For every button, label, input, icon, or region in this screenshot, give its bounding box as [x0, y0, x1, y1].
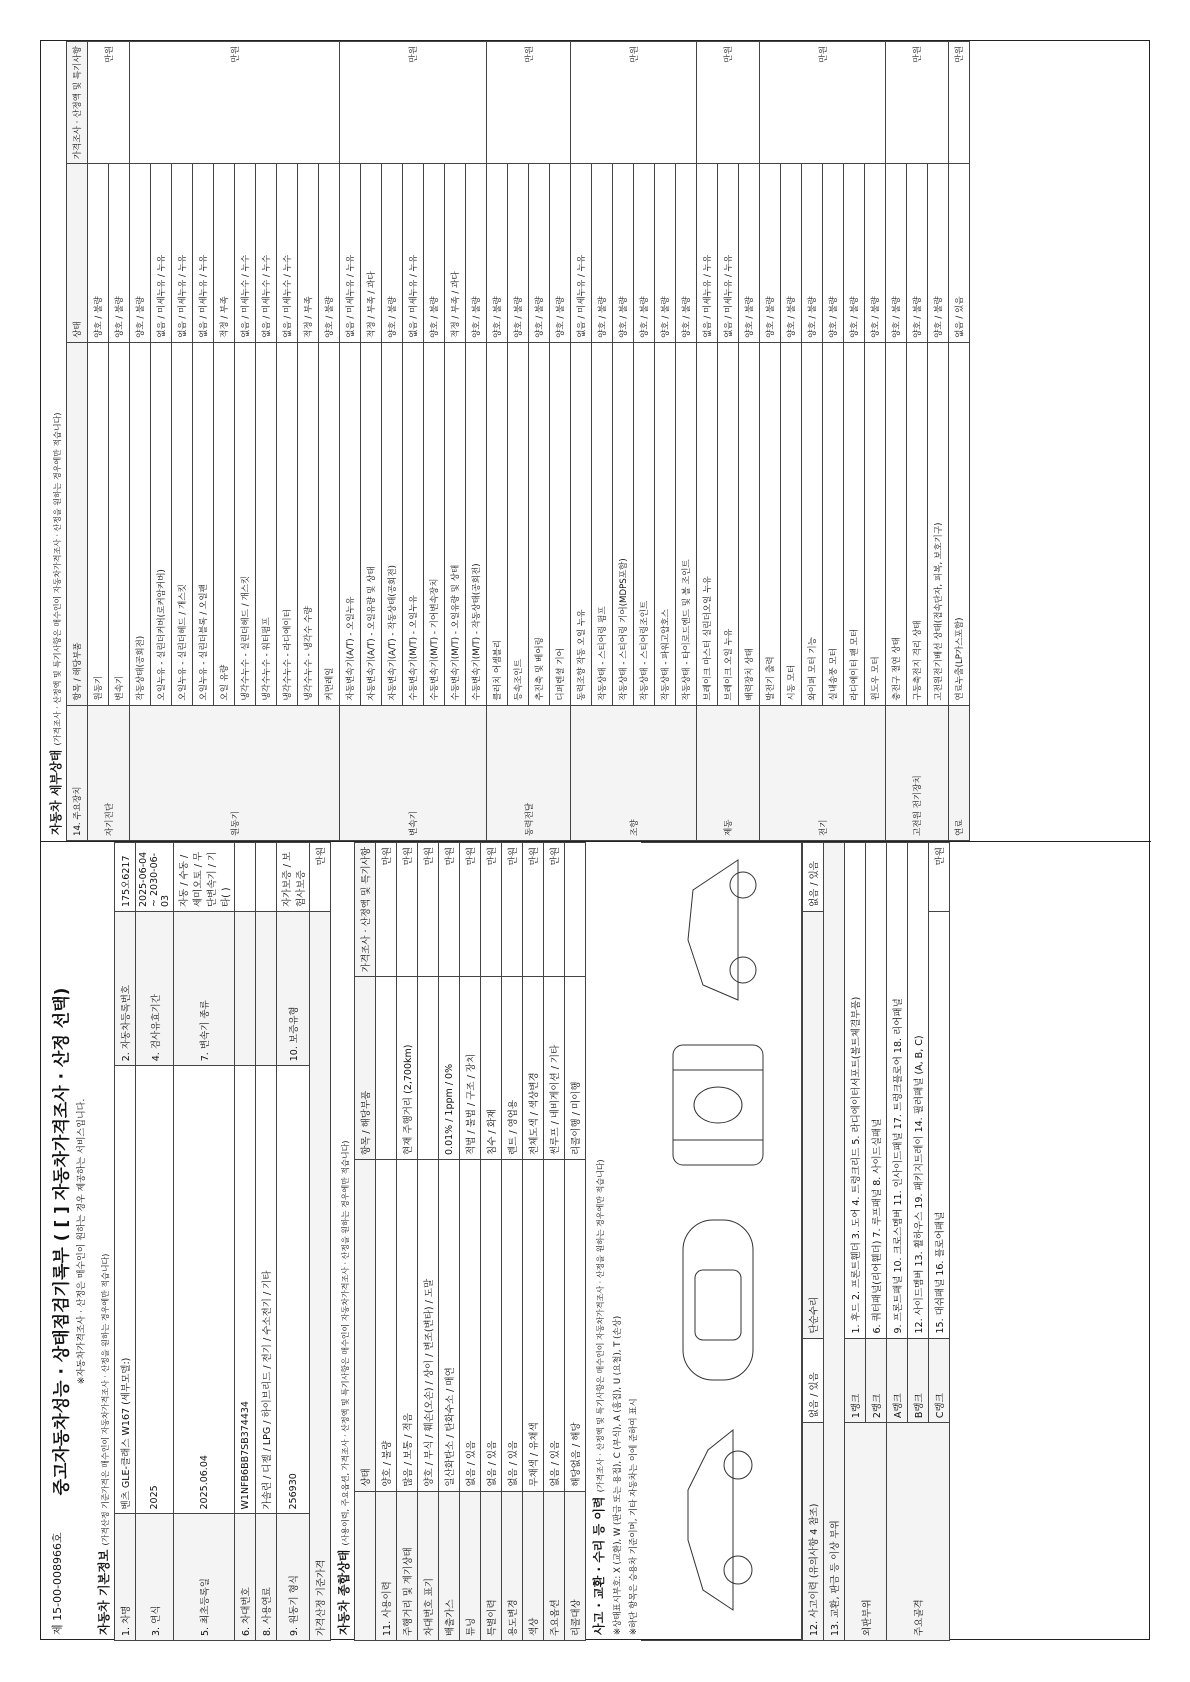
detail-group: 연료: [949, 705, 970, 840]
status-name: 배출가스: [439, 1491, 460, 1640]
detail-state: 적정 / 부족: [214, 164, 235, 343]
rank2-label: 2랭크: [866, 1338, 887, 1423]
detail-row: [88, 42, 109, 841]
status-detail: 리콜이행 / 미이행: [565, 977, 586, 1160]
detail-state: 양호 / 불량: [865, 164, 886, 343]
detail-state: 없음 / 미세누유 / 누유: [571, 164, 592, 343]
detail-state: 없음 / 미세누유 / 누유: [151, 164, 172, 343]
detail-state: 없음 / 있음: [949, 164, 970, 343]
detail-price-unit: 만원: [760, 42, 886, 164]
basic-value-2: 자가보증 / 보험사보증: [277, 843, 310, 912]
basic-value-2: [256, 843, 277, 912]
car-rear-view-icon: [653, 850, 783, 1010]
main-frame-label: 주요골격: [887, 1423, 950, 1641]
detail-item: 변속기: [109, 342, 130, 705]
basic-value: 가솔린 / 디젤 / LPG / 하이브리드 / 전기 / 수소전기 / 기타: [256, 1066, 277, 1514]
simple-repair-label: 단순수리: [803, 912, 824, 1339]
status-price-unit: 만원: [439, 843, 460, 977]
basic-label-2: [235, 912, 256, 1066]
status-row: [397, 843, 418, 1641]
detail-state: 없음 / 미세누유 / 누유: [403, 164, 424, 343]
basic-row: [277, 843, 310, 1641]
basic-label: 5. 최초등록일: [174, 1514, 235, 1641]
car-diagrams: [641, 842, 802, 1641]
detail-state: 양호 / 불량: [634, 164, 655, 343]
basic-info-heading: [91, 842, 114, 1641]
basic-value-2: 175오6217: [115, 843, 136, 912]
accident-note: (가격조사 · 산정액 및 특기사항은 매수인이 자동차가격조사 · 산정을 원하는 경우에만 적습니다): [596, 1159, 605, 1493]
rotated-form: [41, 41, 1151, 1641]
detail-item: 작동상태 - 스티어링 기어(MDPS포함): [613, 342, 634, 705]
basic-value: 2025.06.04: [174, 1066, 235, 1514]
detail-state: 양호 / 불량: [487, 164, 508, 343]
detail-item: 자동변속기(A/T) - 작동상태(공회전): [382, 342, 403, 705]
detail-item: 수동변속기(M/T) - 기어변속장치: [424, 342, 445, 705]
status-col-detail: 항목 / 해당부품: [355, 977, 376, 1160]
rank1-label: 1랭크: [845, 1338, 866, 1423]
detail-state: 양호 / 불량: [823, 164, 844, 343]
detail-item: 작동상태 - 타이로드엔드 및 볼 조인트: [676, 342, 697, 705]
status-state: 없음 / 있음: [544, 1159, 565, 1491]
status-state: 없음 / 있음: [502, 1159, 523, 1491]
detail-state: 적정 / 부족 / 과다: [445, 164, 466, 343]
rankA-items: 9. 프론트패널 10. 크로스멤버 11. 인사이드패널 17. 트렁크플로어 18. 리어패널: [887, 843, 908, 1339]
detail-row: [571, 42, 592, 841]
detail-state: 양호 / 불량: [592, 164, 613, 343]
detail-state: 없음 / 미세누유 / 누유: [718, 164, 739, 343]
status-row: [502, 843, 523, 1641]
detail-state: 양호 / 불량: [508, 164, 529, 343]
detail-item: 발전기 출력: [760, 342, 781, 705]
status-detail: [376, 977, 397, 1160]
rank1-items: 1. 후드 2. 프론트휀더 3. 도어 4. 트렁크리드 5. 라디에이터서포트(볼트체결부품): [845, 843, 866, 1339]
status-price-unit: 만원: [418, 843, 439, 977]
basic-row: [235, 843, 256, 1641]
detail-item: 작동상태 - 스티어링 펌프: [592, 342, 613, 705]
status-price-unit: 만원: [544, 843, 565, 977]
detail-item: 추진축 및 베어링: [529, 342, 550, 705]
status-name: 색상: [523, 1491, 544, 1640]
detail-item: 작동상태 - 스티어링조인트: [634, 342, 655, 705]
detail-item: 브레이크 오일 누유: [718, 342, 739, 705]
detail-state: 없음 / 미세누수 / 누수: [277, 164, 298, 343]
detail-state: 양호 / 불량: [88, 164, 109, 343]
status-detail: 썬루프 / 네비게이션 / 기타: [544, 977, 565, 1160]
detail-state: 양호 / 불량: [466, 164, 487, 343]
basic-value: W1NFB6BB7SB374434: [235, 1066, 256, 1514]
detail-item: 연료누출(LP가스포함): [949, 342, 970, 705]
status-row: [460, 843, 481, 1641]
detail-item: 냉각수누수 - 냉각수 수량: [298, 342, 319, 705]
detail-item: 원동기: [88, 342, 109, 705]
detail-item: 디퍼렌셜 기어: [550, 342, 571, 705]
basic-label-2: 7. 변속기 종류: [174, 912, 235, 1066]
accident-table: [802, 842, 950, 1641]
basic-value: 2025: [136, 1066, 174, 1514]
detail-row: [760, 42, 781, 841]
detail-col-major: 14. 주요장치: [67, 705, 88, 840]
status-state: 양호 / 부식 / 훼손(오손) / 상이 / 변조(변타) / 도말: [418, 1159, 439, 1491]
detail-state: 없음 / 미세누유 / 누유: [172, 164, 193, 343]
rankC-items: 15. 대쉬패널 16. 플로어패널: [929, 912, 950, 1339]
detail-item: 등속조인트: [508, 342, 529, 705]
basic-label-2: 2. 자동차등록번호: [115, 912, 136, 1066]
accident-history-state: 없음 / 있음: [803, 1338, 824, 1423]
status-name: 리콜대상: [565, 1491, 586, 1640]
detail-item: 냉각수누수 - 워터펌프: [256, 342, 277, 705]
status-price-unit: 만원: [397, 843, 418, 977]
status-detail: 렌트 / 영업용: [502, 977, 523, 1160]
detail-item: 수동변속기(M/T) - 오일유량 및 상태: [445, 342, 466, 705]
overall-status-heading: [331, 842, 354, 1641]
detail-group: 조향: [571, 705, 697, 840]
status-detail: 0.01% / 1ppm / 0%: [439, 977, 460, 1160]
detail-price-unit: 만원: [88, 42, 130, 164]
detail-state: 양호 / 불량: [319, 164, 340, 343]
detail-item: 수동변속기(M/T) - 작동상태(공회전): [466, 342, 487, 705]
detail-state: 양호 / 불량: [109, 164, 130, 343]
detail-state: 적정 / 부족: [298, 164, 319, 343]
legend-note-2: ※하단 항목은 승용차 기준이며, 기타 자동차는 이에 준하여 표시: [629, 1398, 639, 1635]
status-state: 해당없음 / 해당: [565, 1159, 586, 1491]
detail-state: 양호 / 불량: [613, 164, 634, 343]
status-detail: 침수 / 화재: [481, 977, 502, 1160]
detail-item: 와이퍼 모터 기능: [802, 342, 823, 705]
rank2-items: 6. 쿼터패널(리어휀더) 7. 루프패널 8. 사이드실패널: [866, 843, 887, 1339]
outer-panel-label: 외판부위: [845, 1423, 887, 1641]
detail-state: 양호 / 불량: [529, 164, 550, 343]
status-row: [565, 843, 586, 1641]
basic-label: 3. 연식: [136, 1514, 174, 1641]
detail-item: 오일누유 - 실린더블록 / 오일팬: [193, 342, 214, 705]
status-detail: [418, 977, 439, 1160]
detail-state: 양호 / 불량: [760, 164, 781, 343]
status-price-unit: 만원: [523, 843, 544, 977]
status-state: 무채색 / 유채색: [523, 1159, 544, 1491]
basic-label: 6. 차대번호: [235, 1514, 256, 1641]
basic-row: [136, 843, 174, 1641]
repair-area-label: 13. 교환, 판금 등 이상 부위: [824, 843, 845, 1641]
detail-state: 적정 / 부족 / 과다: [361, 164, 382, 343]
accident-title: 사고 · 교환 · 수리 등 이력: [592, 1496, 606, 1635]
status-name: 용도변경: [502, 1491, 523, 1640]
detail-heading: [41, 41, 66, 841]
car-frame-view-icon: [653, 1030, 783, 1180]
detail-row: [949, 42, 970, 841]
detail-price-unit: 만원: [130, 42, 340, 164]
detail-row: [130, 42, 151, 841]
status-row: [418, 843, 439, 1641]
detail-state: 없음 / 미세누수 / 누수: [256, 164, 277, 343]
detail-state: 양호 / 불량: [928, 164, 949, 343]
status-price-unit: 만원: [376, 843, 397, 977]
basic-value: 256930: [277, 1066, 310, 1514]
accident-heading: [586, 842, 609, 1641]
overall-status-title: 자동차 종합상태: [337, 1549, 351, 1635]
detail-state: 양호 / 불량: [886, 164, 907, 343]
detail-item: 냉각수누수 - 실린더헤드 / 개스킷: [235, 342, 256, 705]
status-row: [523, 843, 544, 1641]
detail-state: 양호 / 불량: [739, 164, 760, 343]
basic-label-2: [256, 912, 277, 1066]
detail-item: 자동변속기(A/T) - 오일누유: [340, 342, 361, 705]
basic-info-title: 자동차 기본정보: [97, 1549, 111, 1635]
form-title: 중고자동차성능 · 상태점검기록부 ( [ ] 자동차가격조사 · 산정 선택): [52, 987, 72, 1496]
detail-state: 양호 / 불량: [844, 164, 865, 343]
status-col-price: 가격조사 · 산정액 및 특기사항: [355, 843, 376, 977]
status-state: 없음 / 있음: [460, 1159, 481, 1491]
detail-item: 실내송풍 모터: [823, 342, 844, 705]
status-state: 양호 / 불량: [376, 1159, 397, 1491]
detail-item: 배력장치 상태: [739, 342, 760, 705]
status-price-unit: 만원: [481, 843, 502, 977]
detail-item: 구동축전지 격리 상태: [907, 342, 928, 705]
detail-item: 고전원전기배선 상태(접속단자, 피복, 보호기구): [928, 342, 949, 705]
status-price-unit: 만원: [502, 843, 523, 977]
detail-group: 변속기: [340, 705, 487, 840]
detail-item: 시동 모터: [781, 342, 802, 705]
detail-row: [697, 42, 718, 841]
basic-row: [256, 843, 277, 1641]
status-name: 차대번호 표기: [418, 1491, 439, 1640]
detail-item: 오일누유 - 실린더헤드 / 개스킷: [172, 342, 193, 705]
detail-group: 고전원 전기장치: [886, 705, 949, 840]
detail-item: 오일 유량: [214, 342, 235, 705]
car-side-view-icon: [653, 1420, 773, 1620]
simple-repair-state: 없음 / 있음: [803, 843, 824, 912]
detail-item: 자동변속기(A/T) - 오일유량 및 상태: [361, 342, 382, 705]
detail-state: 양호 / 불량: [781, 164, 802, 343]
detail-state: 양호 / 불량: [907, 164, 928, 343]
detail-state: 없음 / 미세누유 / 누유: [193, 164, 214, 343]
rankB-label: B랭크: [908, 1338, 929, 1423]
status-price-unit: 만원: [460, 843, 481, 977]
detail-state: 없음 / 미세누유 / 누유: [340, 164, 361, 343]
detail-price-unit: 만원: [886, 42, 949, 164]
rankB-items: 12. 사이드멤버 13. 휠하우스 19. 패키지트레이 14. 필러패널 (A, B, C): [908, 843, 929, 1339]
status-name: 주요옵션: [544, 1491, 565, 1640]
detail-row: [886, 42, 907, 841]
car-top-view-icon: [653, 1200, 783, 1400]
status-state: 많음 / 보통 / 적음: [397, 1159, 418, 1491]
basic-label-2: 4. 검사유효기간: [136, 912, 174, 1066]
detail-item: 브레이크 마스터 실린더오일 누유: [697, 342, 718, 705]
status-row: [376, 843, 397, 1641]
price-unit: 만원: [310, 843, 331, 912]
status-name: 튜닝: [460, 1491, 481, 1640]
detail-col-price: 가격조사 · 산정액 및 특기사항: [67, 42, 88, 164]
overall-status-table: [354, 842, 586, 1641]
detail-item: 클러치 어셈블리: [487, 342, 508, 705]
basic-price-row: [310, 843, 331, 1641]
detail-state: 양호 / 불량: [382, 164, 403, 343]
detail-col-state: 상태: [67, 164, 88, 343]
rankA-label: A랭크: [887, 1338, 908, 1423]
detail-item: 작동상태(공회전): [130, 342, 151, 705]
detail-price-unit: 만원: [571, 42, 697, 164]
detail-item: 충전구 절연 상태: [886, 342, 907, 705]
detail-price-unit: 만원: [340, 42, 487, 164]
status-col-item: 상태: [355, 1159, 376, 1491]
inspection-sheet: [40, 40, 1150, 1640]
detail-state: 양호 / 불량: [676, 164, 697, 343]
status-detail: 적법 / 불법 / 구조 / 장치: [460, 977, 481, 1160]
rankC-label: C랭크: [929, 1338, 950, 1423]
detail-item: 윈도우 모터: [865, 342, 886, 705]
detail-group: 전기: [760, 705, 886, 840]
form-subtitle: ※자동차가격조사 · 산정은 매수인이 원하는 경우 제공하는 서비스입니다.: [77, 1098, 87, 1385]
accident-history-label: 12. 사고이력 (유의사항 4 참조): [803, 1423, 824, 1641]
detail-item: 냉각수누수 - 라디에이터: [277, 342, 298, 705]
detail-item: 라디에이터 팬 모터: [844, 342, 865, 705]
detail-row: [340, 42, 361, 841]
detail-state: 양호 / 불량: [655, 164, 676, 343]
detail-item: 작동상태 - 파워고압호스: [655, 342, 676, 705]
detail-table: [66, 41, 970, 841]
basic-value-2: [235, 843, 256, 912]
basic-value: 벤츠 GLE-클래스 W167 (세부모델:): [115, 1066, 136, 1514]
basic-label-2: 10. 보증유형: [277, 912, 310, 1066]
status-detail: 현재 주행거리 (2,700km): [397, 977, 418, 1160]
status-row: [439, 843, 460, 1641]
basic-value-2: 2025-06-04 ~ 2030-06-03: [136, 843, 174, 912]
basic-label: 9. 원동기 형식: [277, 1514, 310, 1641]
overall-status-note: (사용이력, 주요옵션, 가격조사 · 산정액 및 특기사항은 매수인이 자동차가격조사 · 산정을 원하는 경우에만 적습니다): [341, 1140, 350, 1546]
basic-row: [115, 843, 136, 1641]
detail-state: 없음 / 미세누유 / 누유: [697, 164, 718, 343]
basic-label: 1. 차명: [115, 1514, 136, 1641]
basic-info-note: (가격산정 기준가격은 매수인이 자동차가격조사 · 산정을 원하는 경우에만 적습니다): [101, 1253, 110, 1546]
basic-label: 8. 사용연료: [256, 1514, 277, 1641]
status-state: 일산화탄소 / 탄화수소 / 매연: [439, 1159, 460, 1491]
detail-note: (가격조사 · 산정액 및 특기사항은 매수인이 자동차가격조사 · 산정을 원하는 경우에만 적습니다): [53, 412, 62, 746]
status-state: 없음 / 있음: [481, 1159, 502, 1491]
detail-col-item: 항목 / 해당부품: [67, 342, 88, 705]
detail-price-unit: 만원: [487, 42, 571, 164]
accident-price-unit: 만원: [929, 843, 950, 912]
status-price-unit: [565, 843, 586, 977]
status-name: 11. 사용이력: [376, 1491, 397, 1640]
price-label: 가격산정 기준가격: [310, 912, 331, 1641]
document-number: 제 15-00-008966호: [51, 1532, 64, 1635]
detail-group: 원동기: [130, 705, 340, 840]
detail-state: 양호 / 불량: [802, 164, 823, 343]
detail-price-unit: 만원: [697, 42, 760, 164]
basic-value-2: 자동 / 수동 / 세미오토 / 무단변속기 / 기타( ): [174, 843, 235, 912]
detail-group: 자기진단: [88, 705, 130, 840]
detail-item: 커먼레일: [319, 342, 340, 705]
basic-row: [174, 843, 235, 1641]
detail-group: 제동: [697, 705, 760, 840]
detail-state: 양호 / 불량: [550, 164, 571, 343]
detail-row: [487, 42, 508, 841]
detail-price-unit: 만원: [949, 42, 970, 164]
status-detail: 전체도색 / 색상변경: [523, 977, 544, 1160]
status-header-row: [355, 843, 376, 1641]
status-name: 특별이력: [481, 1491, 502, 1640]
status-row: [544, 843, 565, 1641]
basic-info-table: [114, 842, 331, 1641]
status-row: [481, 843, 502, 1641]
right-half: [41, 41, 1151, 841]
detail-state: 양호 / 불량: [424, 164, 445, 343]
detail-state: 양호 / 불량: [130, 164, 151, 343]
detail-item: 수동변속기(M/T) - 오일누유: [403, 342, 424, 705]
left-half: [41, 841, 1151, 1641]
detail-group: 동력전달: [487, 705, 571, 840]
detail-item: 오일누유 - 실린더커버(로커암커버): [151, 342, 172, 705]
status-name: 주행거리 및 계기상태: [397, 1491, 418, 1640]
status-col-blank: [355, 1491, 376, 1640]
detail-item: 동력조향 작동 오일 누유: [571, 342, 592, 705]
detail-state: 없음 / 미세누수 / 누수: [235, 164, 256, 343]
detail-title: 자동차 세부상태: [49, 749, 63, 835]
legend-note: ※상태표시부호: X (교환), W (판금 또는 용접), C (부식), A (흠집), U (요철), T (손상): [613, 1315, 623, 1635]
